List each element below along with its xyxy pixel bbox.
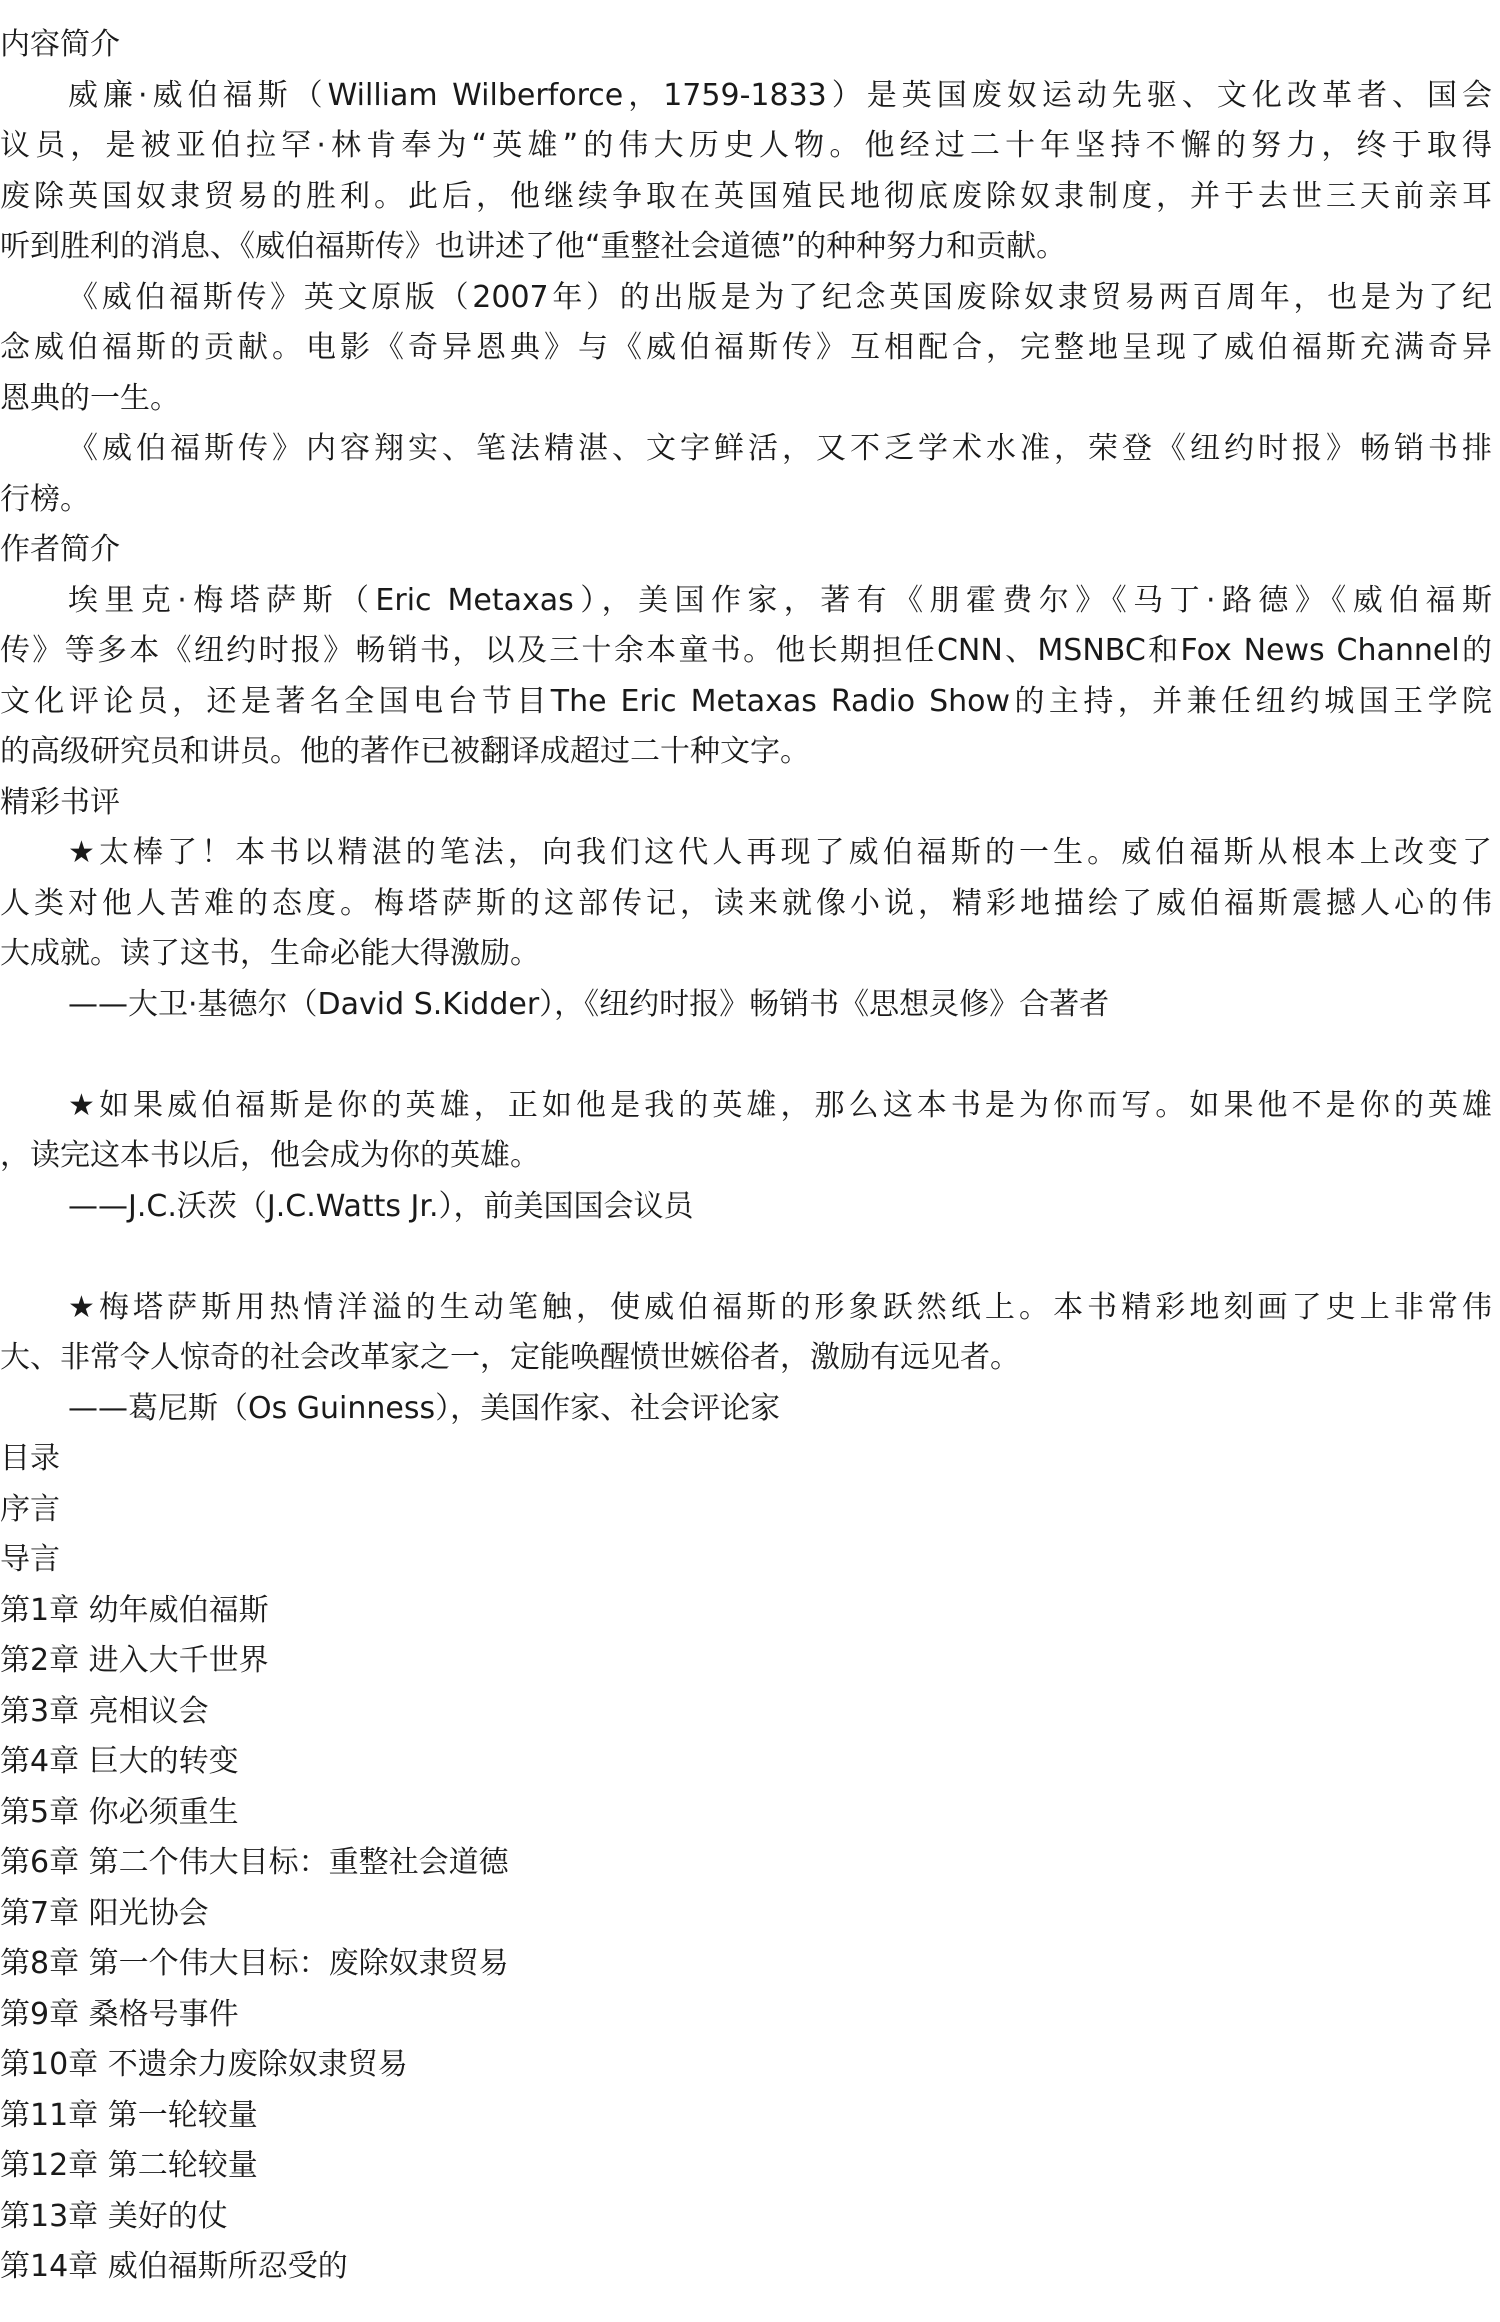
author-heading: 作者简介 [0,532,120,567]
paragraph-line: 《威伯福斯传》英文原版（2007年）的出版是为了纪念英国废除奴隶贸易两百周年，也是为了纪 [68,279,1492,315]
toc-item: 第3章 亮相议会 [0,1693,209,1729]
review-source: ——葛尼斯（Os Guinness），美国作家、社会评论家 [68,1390,781,1426]
review-line: ★如果威伯福斯是你的英雄，正如他是我的英雄，那么这本书是为你而写。如果他不是你的英雄 [68,1087,1492,1123]
review-source: ——大卫·基德尔（David S.Kidder），《纽约时报》畅销书《思想灵修》合著者 [68,986,1110,1022]
toc-item: 第10章 不遗余力废除奴隶贸易 [0,2047,408,2082]
toc-item: 第11章 第一轮较量 [0,2097,258,2133]
toc-item: 第9章 桑格号事件 [0,1996,239,2032]
toc-item: 第2章 进入大千世界 [0,1643,269,1678]
review-line: 大、非常令人惊奇的社会改革家之一，定能唤醒愤世嫉俗者，激励有远见者。 [0,1340,1020,1375]
intro-heading: 内容简介 [0,27,120,62]
paragraph-line: 恩典的一生。 [0,380,180,416]
review-line: 人类对他人苦难的态度。梅塔萨斯的这部传记，读来就像小说，精彩地描绘了威伯福斯震撼人心的伟 [0,885,1492,921]
toc-item: 第8章 第一个伟大目标：废除奴隶贸易 [0,1946,509,1981]
paragraph-line: 威廉·威伯福斯（William Wilberforce，1759-1833）是英国废奴运动先驱、文化改革者、国会 [68,77,1492,113]
document-page [0,20,1492,2293]
toc-heading: 目录 [0,1441,60,1476]
toc-item: 第12章 第二轮较量 [0,2148,258,2183]
toc-item: 序言 [0,1491,60,1527]
paragraph-line: 的高级研究员和讲员。他的著作已被翻译成超过二十种文字。 [0,734,810,769]
toc-item: 第1章 幼年威伯福斯 [0,1592,269,1628]
paragraph-line: 议员，是被亚伯拉罕·林肯奉为“英雄”的伟大历史人物。他经过二十年坚持不懈的努力，终于取得 [0,128,1492,163]
blank-line [0,1232,1492,1283]
toc-item: 第5章 你必须重生 [0,1794,239,1830]
paragraph-line: 传》等多本《纽约时报》畅销书，以及三十余本童书。他长期担任CNN、MSNBC和Fox News Channel的 [0,633,1492,668]
paragraph-line: 废除英国奴隶贸易的胜利。此后，他继续争取在英国殖民地彻底废除奴隶制度，并于去世三天前亲耳 [0,178,1492,214]
toc-item: 第7章 阳光协会 [0,1895,209,1931]
blank-line [0,1030,1492,1081]
review-source: ——J.C.沃茨（J.C.Watts Jr.），前美国国会议员 [68,1188,694,1224]
paragraph-line: 行榜。 [0,481,90,517]
paragraph-line: 《威伯福斯传》内容翔实、笔法精湛、文字鲜活，又不乏学术水准，荣登《纽约时报》畅销书排 [68,431,1492,466]
review-line: ★太棒了！本书以精湛的笔法，向我们这代人再现了威伯福斯的一生。威伯福斯从根本上改变了 [68,835,1492,870]
paragraph-line: 念威伯福斯的贡献。电影《奇异恩典》与《威伯福斯传》互相配合，完整地呈现了威伯福斯充满奇异 [0,330,1492,365]
toc-item: 第6章 第二个伟大目标：重整社会道德 [0,1845,509,1880]
paragraph-line: 埃里克·梅塔萨斯（Eric Metaxas），美国作家，著有《朋霍费尔》《马丁·路德》《威伯福斯 [68,582,1492,618]
paragraph-line: 听到胜利的消息、《威伯福斯传》也讲述了他“重整社会道德”的种种努力和贡献。 [0,229,1067,264]
toc-item: 第14章 威伯福斯所忍受的 [0,2249,348,2284]
review-line: 大成就。读了这书，生命必能大得激励。 [0,936,540,971]
toc-item: 导言 [0,1542,60,1577]
reviews-heading: 精彩书评 [0,784,120,820]
paragraph-line: 文化评论员，还是著名全国电台节目The Eric Metaxas Radio Show的主持，并兼任纽约城国王学院 [0,683,1492,719]
review-line: ，读完这本书以后，他会成为你的英雄。 [0,1138,540,1173]
toc-item: 第4章 巨大的转变 [0,1744,239,1779]
review-line: ★梅塔萨斯用热情洋溢的生动笔触，使威伯福斯的形象跃然纸上。本书精彩地刻画了史上非常伟 [68,1289,1492,1325]
toc-item: 第13章 美好的仗 [0,2198,228,2234]
